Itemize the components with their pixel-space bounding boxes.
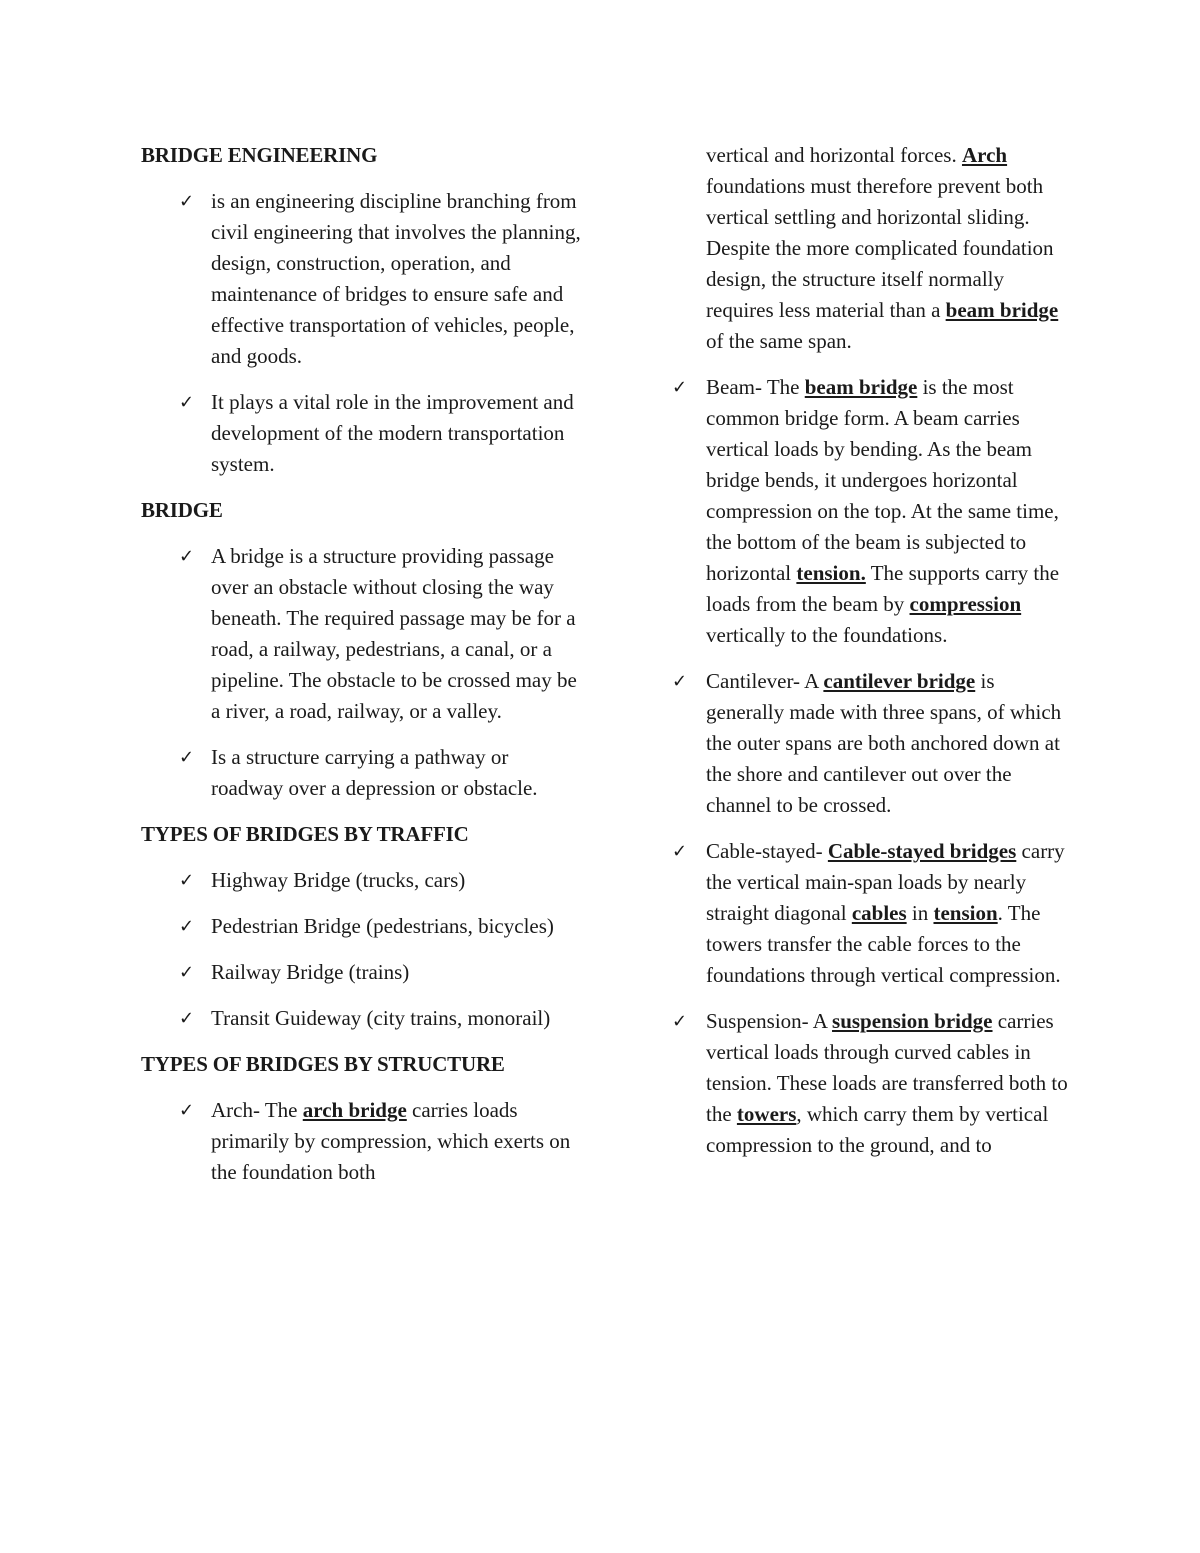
item-text: Cantilever- A (706, 669, 824, 693)
list-item (141, 387, 581, 480)
item-text: carries vertical loads through curved cables in tension. These loads are transferred both to the (706, 1009, 1068, 1126)
checkmark-icon: ✓ (179, 747, 195, 768)
item-text: of the same span. (706, 329, 852, 353)
item-text: It plays a vital role in the improvement and development of the modern transportation system. (211, 390, 574, 476)
checkmark-icon: ✓ (179, 916, 195, 937)
item-text: carry the vertical main-span loads by nearly straight diagonal (706, 839, 1065, 925)
arch-continuation (671, 140, 1071, 357)
list-item (141, 865, 581, 896)
item-text: foundations must therefore prevent both vertical settling and horizontal sliding. Despite the more complicated foundation design, the structure itself normally requires less material than a (706, 174, 1054, 322)
checkmark-icon: ✓ (672, 841, 688, 862)
item-text: Is a structure carrying a pathway or roadway over a depression or obstacle. (211, 745, 538, 800)
keyword-tension: tension. (796, 561, 866, 585)
item-text: Transit Guideway (city trains, monorail) (211, 1006, 551, 1030)
keyword-towers: towers (736, 1102, 797, 1126)
keyword-suspension-bridge: suspension bridge (832, 1009, 993, 1033)
item-text: in (906, 901, 934, 925)
item-text: , which carry them by vertical compression to the ground, and to (706, 1102, 1049, 1157)
item-text: Railway Bridge (trains) (211, 960, 410, 984)
checkmark-icon: ✓ (672, 377, 688, 398)
checkmark-icon: ✓ (179, 870, 195, 891)
list-item (141, 911, 581, 942)
left-column (141, 140, 581, 1203)
checkmark-icon: ✓ (179, 1008, 195, 1029)
list-item-arch (141, 1095, 581, 1188)
item-text: is an engineering discipline branching from civil engineering that involves the planning, design, construction, operation, and maintenance of bridges to ensure safe and effective transportation of vehicles, people, and goods. (211, 189, 581, 368)
list-item-cable-stayed (671, 836, 1071, 991)
keyword-tension: tension (933, 901, 998, 925)
keyword-cable-stayed-bridges: Cable-stayed bridges (827, 839, 1017, 863)
item-text: Beam- The (706, 375, 805, 399)
checkmark-icon: ✓ (179, 392, 195, 413)
heading-bridge-engineering: BRIDGE ENGINEERING (141, 143, 378, 167)
right-column (671, 140, 1071, 1176)
keyword-beam-bridge: beam bridge (804, 375, 918, 399)
list-item (141, 186, 581, 372)
item-text: The supports carry the loads from the beam by (706, 561, 1060, 616)
item-text: vertically to the foundations. (706, 623, 948, 647)
checkmark-icon: ✓ (672, 671, 688, 692)
list-item (141, 541, 581, 727)
item-text: A bridge is a structure providing passage over an obstacle without closing the way beneath. The required passage may be for a road, a railway, pedestrians, a canal, or a pipeline. The obstacle to be crossed may be a river, a road, railway, or a valley. (211, 544, 577, 723)
heading-types-by-structure: TYPES OF BRIDGES BY STRUCTURE (141, 1052, 505, 1076)
keyword-beam-bridge: beam bridge (945, 298, 1059, 322)
checkmark-icon: ✓ (179, 191, 195, 212)
checkmark-icon: ✓ (179, 1100, 195, 1121)
list-item-cantilever (671, 666, 1071, 821)
item-text: . The towers transfer the cable forces to the foundations through vertical compression. (706, 901, 1061, 987)
item-text: is generally made with three spans, of which the outer spans are both anchored down at the shore and cantilever out over the channel to be crossed. (706, 669, 1062, 817)
item-text: Pedestrian Bridge (pedestrians, bicycles) (211, 914, 554, 938)
list-item-beam (671, 372, 1071, 651)
list-item (141, 1003, 581, 1034)
item-text: Highway Bridge (trucks, cars) (211, 868, 466, 892)
item-text: Suspension- A (706, 1009, 833, 1033)
checkmark-icon: ✓ (179, 546, 195, 567)
item-text: carries loads primarily by compression, which exerts on the foundation both (211, 1098, 571, 1184)
checkmark-icon: ✓ (179, 962, 195, 983)
list-item-suspension (671, 1006, 1071, 1161)
item-text: Arch- The (211, 1098, 303, 1122)
item-text: Cable-stayed- (706, 839, 828, 863)
keyword-arch: Arch (961, 143, 1008, 167)
keyword-cables: cables (851, 901, 907, 925)
item-text: vertical and horizontal forces. (706, 143, 962, 167)
item-text: is the most common bridge form. A beam carries vertical loads by bending. As the beam bridge bends, it undergoes horizontal compression on the top. At the same time, the bottom of the beam is subjected to horizontal (706, 375, 1059, 585)
checkmark-icon: ✓ (672, 1011, 688, 1032)
list-item (141, 742, 581, 804)
list-item (141, 957, 581, 988)
heading-types-by-traffic: TYPES OF BRIDGES BY TRAFFIC (141, 822, 469, 846)
keyword-arch-bridge: arch bridge (302, 1098, 407, 1122)
heading-bridge: BRIDGE (141, 498, 223, 522)
keyword-cantilever-bridge: cantilever bridge (823, 669, 976, 693)
keyword-compression: compression (909, 592, 1022, 616)
